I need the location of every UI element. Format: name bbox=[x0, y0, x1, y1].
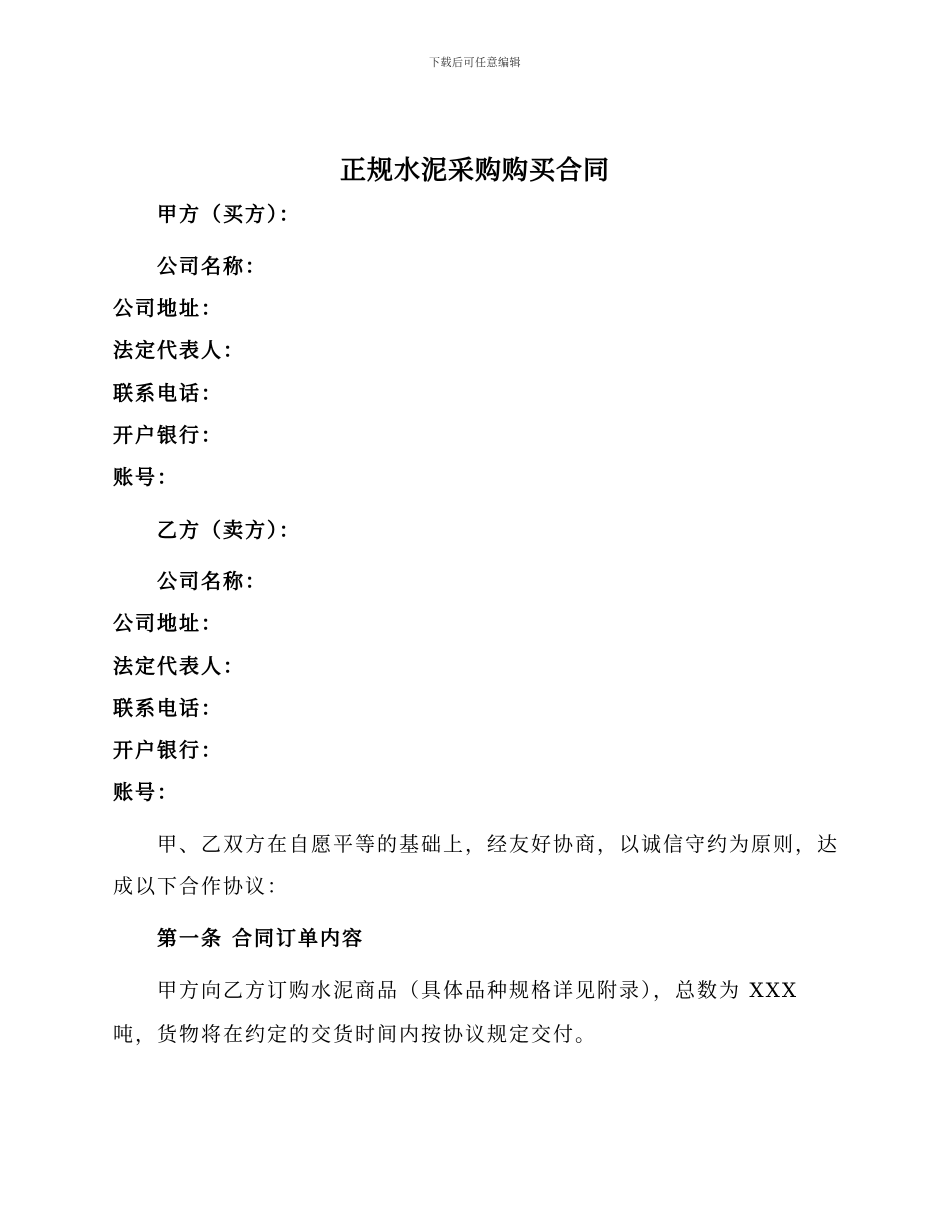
document-title: 正规水泥采购购买合同 bbox=[339, 156, 610, 186]
party-b-company-address: 公司地址： bbox=[113, 611, 223, 635]
party-b-heading: 乙方（卖方）： bbox=[157, 518, 301, 542]
article-1-heading: 第一条 合同订单内容 bbox=[157, 926, 364, 950]
party-a-phone: 联系电话： bbox=[113, 381, 223, 405]
party-b-phone: 联系电话： bbox=[113, 696, 223, 720]
intro-line-2: 成以下合作协议： bbox=[113, 874, 289, 898]
party-a-company-address: 公司地址： bbox=[113, 296, 223, 320]
party-a-heading: 甲方（买方）： bbox=[157, 202, 301, 226]
party-b-account: 账号： bbox=[113, 780, 179, 804]
intro-line-1: 甲、乙双方在自愿平等的基础上，经友好协商，以诚信守约为原则，达 bbox=[157, 832, 839, 856]
party-a-bank: 开户银行： bbox=[113, 423, 223, 447]
party-b-legal-rep: 法定代表人： bbox=[113, 654, 245, 678]
party-a-legal-rep: 法定代表人： bbox=[113, 338, 245, 362]
party-a-account: 账号： bbox=[113, 465, 179, 489]
party-b-company-name: 公司名称： bbox=[157, 569, 267, 593]
article-1-line-2: 吨，货物将在约定的交货时间内按协议规定交付。 bbox=[113, 1022, 597, 1046]
header-note: 下载后可任意编辑 bbox=[429, 56, 521, 69]
article-1-line-1: 甲方向乙方订购水泥商品（具体品种规格详见附录），总数为 XXX bbox=[157, 978, 799, 1002]
party-a-company-name: 公司名称： bbox=[157, 254, 267, 278]
party-b-bank: 开户银行： bbox=[113, 738, 223, 762]
